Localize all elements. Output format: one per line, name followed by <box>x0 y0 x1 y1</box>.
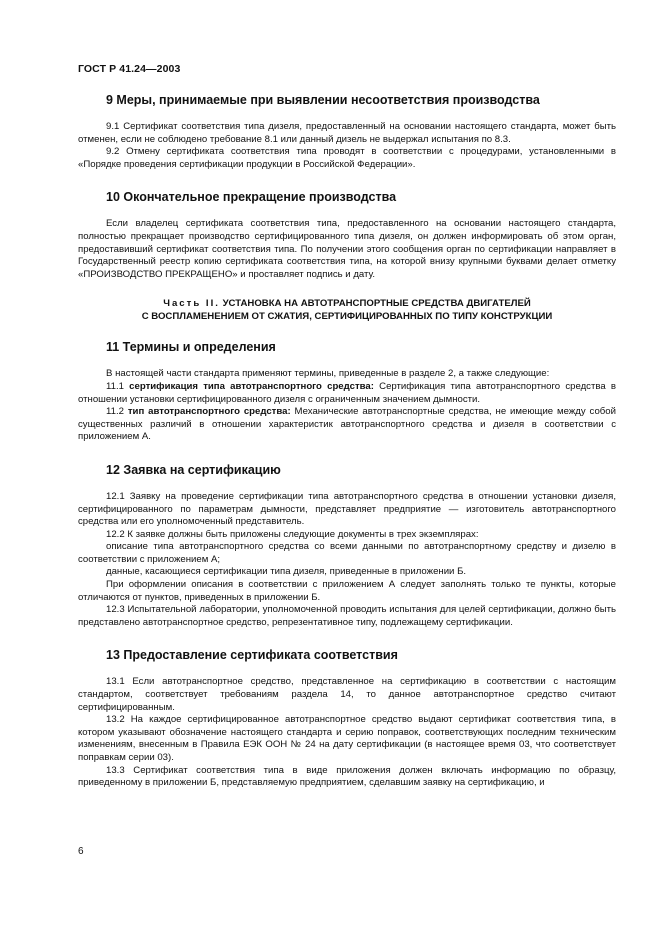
document-header: ГОСТ Р 41.24—2003 <box>78 63 181 75</box>
section-13-title: 13 Предоставление сертификата соответствия <box>106 648 398 663</box>
paragraph-9-1: 9.1 Сертификат соответствия типа дизеля, предоставленный на основании настоящего стандарта, может быть отменен, если не соблюдено требование 8.1 или данный дизель не выдержал испытания по 8.3. <box>78 121 616 145</box>
part-2-prefix: Часть II. <box>163 298 220 310</box>
paragraph-12-1: 12.1 Заявку на проведение сертификации типа автотранспортного средства в отношении установки дизеля, сертифицированного по параметрам дымности, представляет предприятие — изготовитель автотранспортного средства или его уполномоченный представитель. <box>78 490 616 528</box>
paragraph-12-2: 12.2 К заявке должны быть приложены следующие документы в трех экземплярах: <box>106 528 479 540</box>
paragraph-12-2-c: При оформлении описания в соответствии с приложением А следует заполнять только те пункты, которые отличаются от пунктов, приведенных в приложении Б. <box>78 579 616 603</box>
paragraph-13-3: 13.3 Сертификат соответствия типа в виде приложения должен включать информацию по образцу, приведенному в приложении Б, представляемую предприятием, сделавшим заявку на сертификацию, и <box>78 764 616 789</box>
paragraph-13-2: 13.2 На каждое сертифицированное автотранспортное средство выдают сертификат соответствия типа, в котором указывают обозначение настоящего стандарта и серию поправок, соответствующих последним техническим изменениям, внесенным в Правила ЕЭК ООН № 24 на дату сертификации (в настоящее время 03, что соответствует поправкам серии 03). <box>78 714 616 763</box>
definition-term: сертификация типа автотранспортного средства: <box>129 380 374 392</box>
section-13 <box>78 647 616 789</box>
section-11 <box>78 339 616 444</box>
definition-number: 11.2 <box>106 406 128 418</box>
part-2-heading <box>78 297 616 323</box>
paragraph-11-intro: В настоящей части стандарта применяют термины, приведенные в разделе 2, а также следующие: <box>106 368 550 380</box>
page-number: 6 <box>78 846 84 857</box>
paragraph-12-3: 12.3 Испытательной лаборатории, уполномоченной проводить испытания для целей сертификации, должно быть представлено автотранспортное средство, репрезентативное типу, подлежащему сертификации. <box>78 604 616 628</box>
section-12 <box>78 462 616 630</box>
paragraph-9-2: 9.2 Отмену сертификата соответствия типа проводят в соответствии с процедурами, установленными в «Порядке проведения сертификации продукции в Российской Федерации». <box>78 146 616 170</box>
paragraph-10: Если владелец сертификата соответствия типа, предоставленного на основании настоящего стандарта, полностью прекращает производство сертифицированного типа дизеля, он должен информировать об этом орган, предоставивший сертификат соответствия типа. По получении этого сообщения орган по сертификации направляет в Государственный реестр копию сертификата соответствия типа, на которой внизу крупными буквами делает отметку «ПРОИЗВОДСТВО ПРЕКРАЩЕНО» и проставляет подпись и дату. <box>78 218 616 280</box>
section-10 <box>78 189 616 281</box>
definition-text: Механические автотранспортные средства, не имеющие между собой существенных различий в отношении характеристик автотранспортного средства и дизеля в соответствии с приложением А. <box>78 406 616 443</box>
paragraph-13-1: 13.1 Если автотранспортное средство, представленное на сертификацию в соответствии с настоящим стандартом, соответствует требованиям раздела 14, то данное автотранспортное средство считают сертифицированным. <box>78 676 616 713</box>
definition-11-1 <box>78 381 616 406</box>
part-2-line1: УСТАНОВКА НА АВТОТРАНСПОРТНЫЕ СРЕДСТВА ДВИГАТЕЛЕЙ <box>222 298 531 310</box>
definition-number: 11.1 <box>106 380 130 392</box>
section-9 <box>78 92 616 171</box>
document-body <box>78 92 616 790</box>
definition-text: Сертификация типа автотранспортного средства в отношении установки сертифицированного дизеля с ограниченным значением дымности. <box>78 380 616 405</box>
section-12-title: 12 Заявка на сертификацию <box>106 462 281 477</box>
paragraph-12-2-a: описание типа автотранспортного средства со всеми данными по автотранспортному средству и дизелю в соответствии с приложением А; <box>78 541 616 565</box>
definition-term: тип автотранспортного средства: <box>127 406 291 418</box>
section-9-title: 9 Меры, принимаемые при выявлении несоответствия производства <box>106 93 540 107</box>
section-11-title: 11 Термины и определения <box>106 340 276 355</box>
part-2-line2: С ВОСПЛАМЕНЕНИЕМ ОТ СЖАТИЯ, СЕРТИФИЦИРОВАННЫХ ПО ТИПУ КОНСТРУКЦИИ <box>141 311 553 323</box>
paragraph-12-2-b: данные, касающиеся сертификации типа дизеля, приведенные в приложении Б. <box>106 566 467 578</box>
definition-11-2 <box>78 406 616 444</box>
section-10-title: 10 Окончательное прекращение производства <box>106 190 397 205</box>
